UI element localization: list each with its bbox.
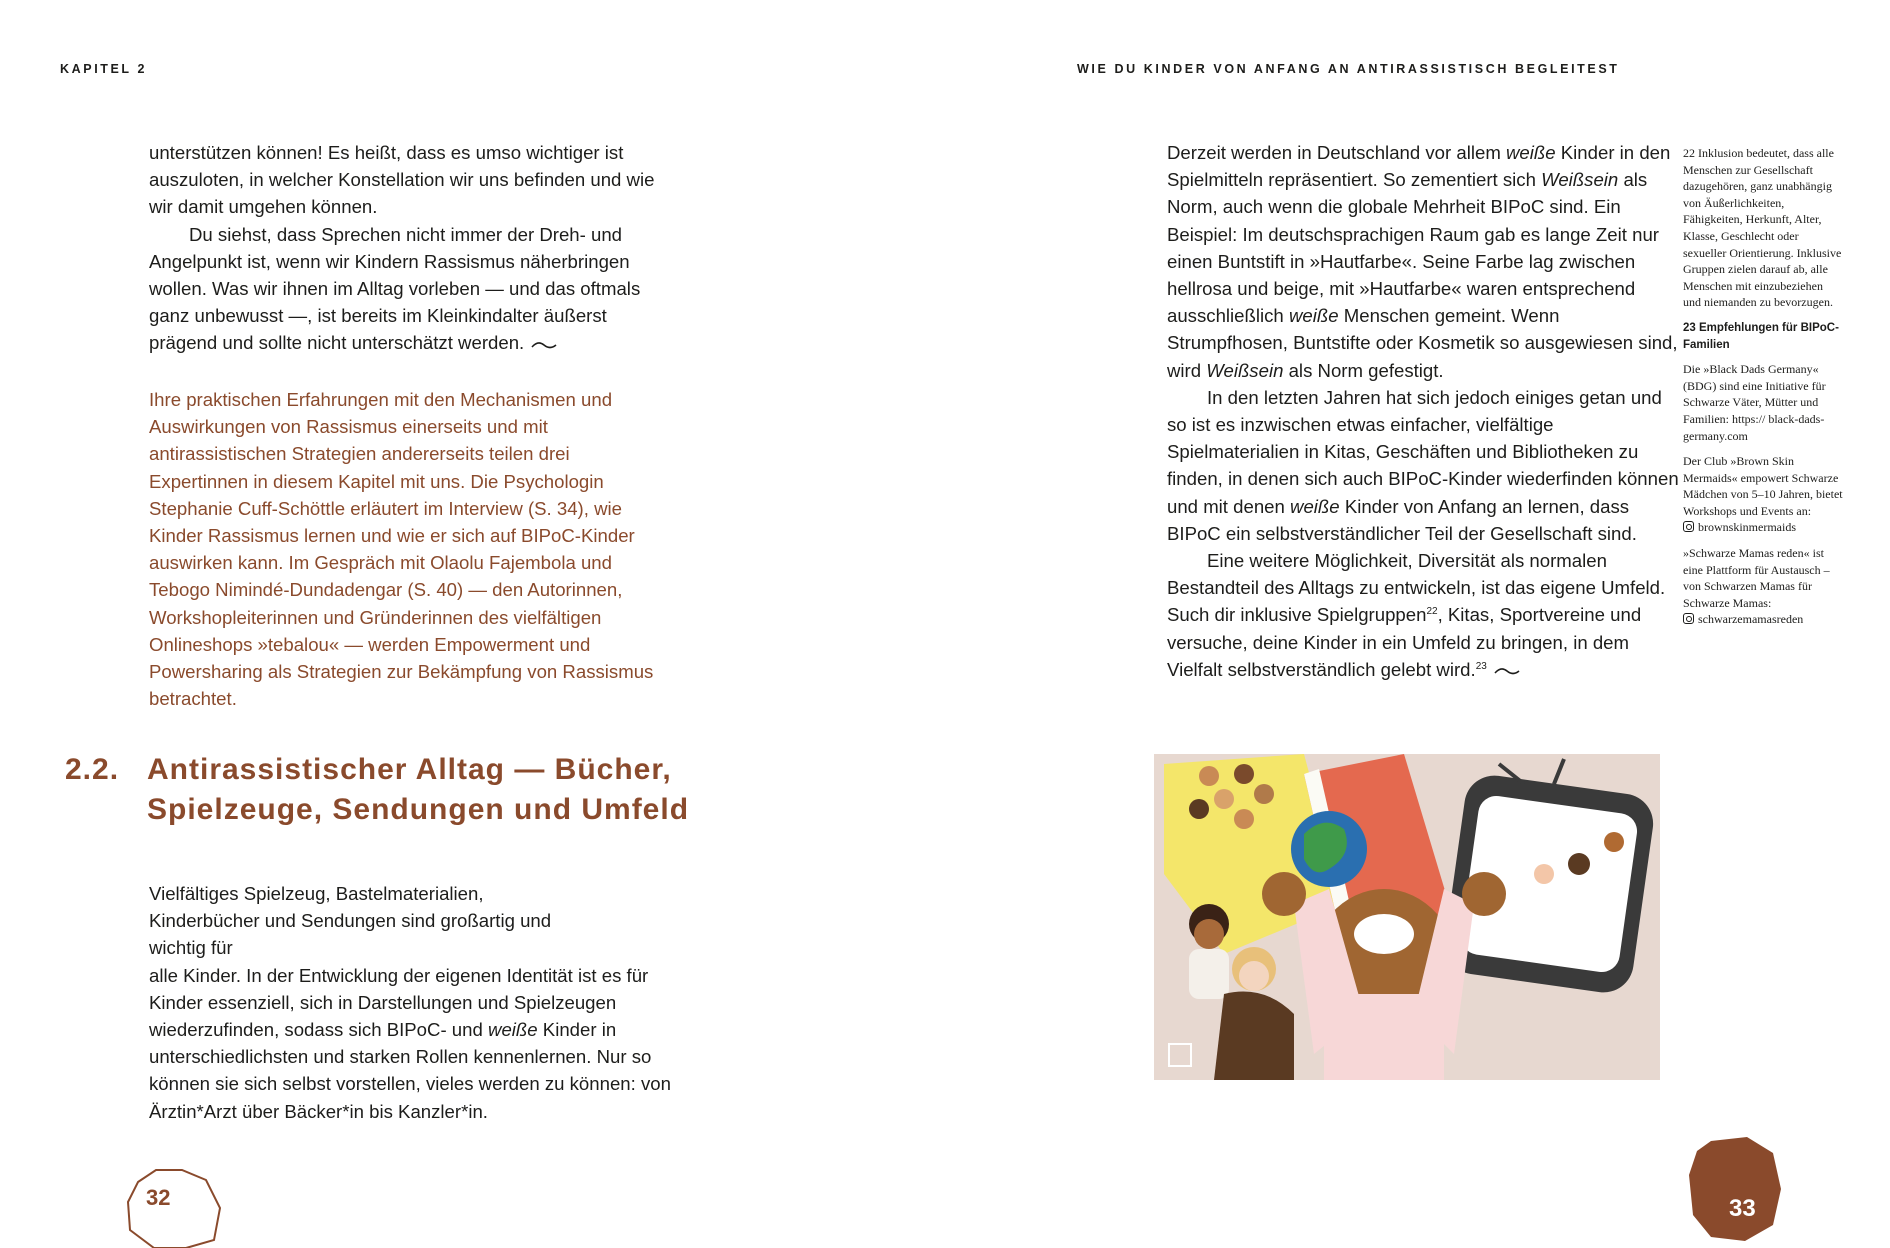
squiggle-end-mark-icon bbox=[1493, 665, 1521, 677]
illustration-svg bbox=[1154, 754, 1660, 1080]
paragraph-text: Du siehst, dass Sprechen nicht immer der Dreh- und Angelpunkt ist, wenn wir Kindern Rassismus näherbringen wollen. Was wir ihnen im Alltag vorleben — und das oftmals ganz unbewusst —, ist bereits im Kleinkindalter äußerst prägend und sollte nicht unterschätzt werden. bbox=[149, 223, 641, 354]
sidenote-23-title: 23 Empfehlungen für BIPoC-Familien bbox=[1683, 321, 1839, 351]
paragraph-text: als Norm gefestigt. bbox=[1288, 359, 1444, 381]
paragraph-text: In den letzten Jahren hat sich jedoch einiges getan und so ist es inzwischen etwas einfacher, vielfältige Spielmaterialien in Kitas, Geschäften und Bibliotheken zu finden, in denen sich auch BIPoC-Kinder wiederfinden können und mit denen bbox=[1167, 386, 1679, 517]
paragraph-text: , Kitas, Sportvereine und versuche, deine Kinder in ein Umfeld zu bringen, in dem Vielfalt selbstverständlich gelebt wird. bbox=[1167, 604, 1642, 680]
section-number: 2.2. bbox=[65, 753, 120, 786]
sidenote-column bbox=[1683, 145, 1843, 637]
paragraph-text: Kinder in unterschiedlichsten und starken Rollen kennenlernen. Nur so können sie sich selbst vorstellen, vieles werden zu können: von Ärztin*Arzt über Bäcker*in bis Kanzler*in. bbox=[149, 1019, 671, 1122]
paragraph-text: als Norm, auch wenn die globale Mehrheit BIPoC sind. Ein Beispiel: Im deutschsprachigen Raum gab es lange Zeit nur einen Buntstift in »Hautfarbe«. Seine Farbe lag zwischen hellrosa und beige, mit »Hautfarbe« waren entsprechend ausschließlich bbox=[1167, 169, 1659, 327]
chapter-intro-text bbox=[149, 386, 674, 712]
emphasis: weiße bbox=[488, 1019, 538, 1041]
sidenote-22: 22 Inklusion bedeutet, dass alle Menschen zur Gesellschaft dazugehören, ganz unabhängig von Äußerlichkeiten, Fähigkeiten, Herkunft, Alter, Klasse, Geschlecht oder sexueller Orientierung. Inklusive Gruppen zielen darauf ab, alle Menschen mit einzubeziehen und niemanden zu bevorzugen. bbox=[1683, 146, 1842, 310]
emphasis: Weißsein bbox=[1541, 169, 1619, 191]
sidenote-23-mamas bbox=[1683, 545, 1843, 628]
page-number: 33 bbox=[1729, 1195, 1756, 1222]
intro-paragraph: Ihre praktischen Erfahrungen mit den Mechanismen und Auswirkungen von Rassismus einerseits und mit antirassistischen Strategien andererseits teilen drei Expertinnen in diesem Kapitel mit uns. Die Psychologin Stephanie Cuff-Schöttle erläutert im Interview (S. 34), wie Kinder Rassismus lernen und wie er sich auf BIPoC-Kinder auswirken kann. Im Gespräch mit Olaolu Fajembola und Tebogo Nimindé-Dundadengar (S. 40) — den Autorinnen, Workshopleiterinnen und Gründerinnen des vielfältigen Onlineshops »tebalou« — werden Empowerment und Powersharing als Strategien zur Bekämpfung von Rassismus betrachtet. bbox=[149, 389, 654, 710]
page-number-badge-left bbox=[126, 1168, 224, 1248]
paragraph-text: Menschen gemeint. Wenn Strumpfhosen, Buntstifte oder Kosmetik so ausgewiesen sind, wird bbox=[1167, 305, 1678, 381]
instagram-handle[interactable]: brownskinmermaids bbox=[1698, 520, 1796, 535]
paragraph-text: Kinder von Anfang an lernen, dass BIPoC ein selbstverständlicher Teil der Gesellschaft sind. bbox=[1167, 495, 1637, 544]
illustration-children-toys bbox=[1154, 754, 1660, 1080]
paragraph bbox=[1167, 547, 1682, 683]
paragraph-text: Eine weitere Möglichkeit, Diversität als normalen Bestandteil des Alltags zu entwickeln, ist das eigene Umfeld. Such dir inklusive Spielgruppen bbox=[1167, 550, 1666, 626]
running-header-left: KAPITEL 2 bbox=[60, 62, 148, 76]
paragraph bbox=[149, 221, 669, 357]
instagram-handle[interactable]: schwarzemamasreden bbox=[1698, 612, 1804, 627]
page-number-badge-right bbox=[1689, 1137, 1781, 1241]
left-body-text-top bbox=[149, 139, 669, 357]
paragraph-text: Derzeit werden in Deutschland vor allem bbox=[1167, 142, 1501, 163]
page-number: 32 bbox=[146, 1185, 171, 1210]
section-title: Antirassistischer Alltag — Bücher, Spielzeuge, Sendungen und Umfeld bbox=[147, 753, 690, 826]
sidenote-text: Der Club »Brown Skin Mermaids« empowert Schwarze Mädchen von 5–10 Jahren, bietet Workshops und Events an: bbox=[1683, 454, 1843, 518]
footnote-ref[interactable]: 23 bbox=[1475, 660, 1487, 672]
page-number-badge-icon bbox=[1689, 1137, 1781, 1241]
page-number-badge-icon bbox=[126, 1168, 224, 1248]
paragraph bbox=[149, 880, 679, 1125]
emphasis: weiße bbox=[1290, 495, 1340, 517]
squiggle-end-mark-icon bbox=[530, 339, 558, 351]
paragraph bbox=[1167, 139, 1682, 384]
emphasis: weiße bbox=[1505, 142, 1556, 163]
right-body-text bbox=[1167, 139, 1682, 683]
emphasis: Weißsein bbox=[1206, 359, 1284, 381]
instagram-icon bbox=[1683, 613, 1694, 624]
paragraph-text: alle Kinder. In der Entwicklung der eigenen Identität ist es für Kinder essenziell, sich in Darstellungen und Spielzeugen wiederzufinden, sodass sich BIPoC- und bbox=[149, 964, 649, 1041]
paragraph bbox=[1167, 384, 1682, 547]
paragraph-line: Vielfältiges Spielzeug, Bastelmaterialien, Kinderbücher und Sendungen sind großartig und wichtig für bbox=[149, 883, 552, 959]
sidenote-23-bdg: Die »Black Dads Germany« (BDG) sind eine Initiative für Schwarze Väter, Mütter und Familien: https:// black-dads-germany.com bbox=[1683, 362, 1826, 443]
sidenote-23-mermaids bbox=[1683, 453, 1843, 536]
emphasis: weiße bbox=[1288, 305, 1339, 327]
paragraph-text: Kinder in den Spielmitteln repräsentiert. So zementiert sich bbox=[1167, 142, 1671, 191]
left-body-text-bottom bbox=[149, 880, 679, 1125]
instagram-icon bbox=[1683, 521, 1694, 532]
paragraph: unterstützen können! Es heißt, dass es umso wichtiger ist auszuloten, in welcher Konstellation wir uns befinden und wie wir damit umgehen können. bbox=[149, 142, 655, 218]
sidenote-text: »Schwarze Mamas reden« ist eine Plattform für Austausch – von Schwarzen Mamas für Schwarze Mamas: bbox=[1683, 546, 1830, 610]
running-header-right: WIE DU KINDER VON ANFANG AN ANTIRASSISTISCH BEGLEITEST bbox=[1077, 62, 1620, 76]
footnote-ref[interactable]: 22 bbox=[1426, 606, 1438, 618]
